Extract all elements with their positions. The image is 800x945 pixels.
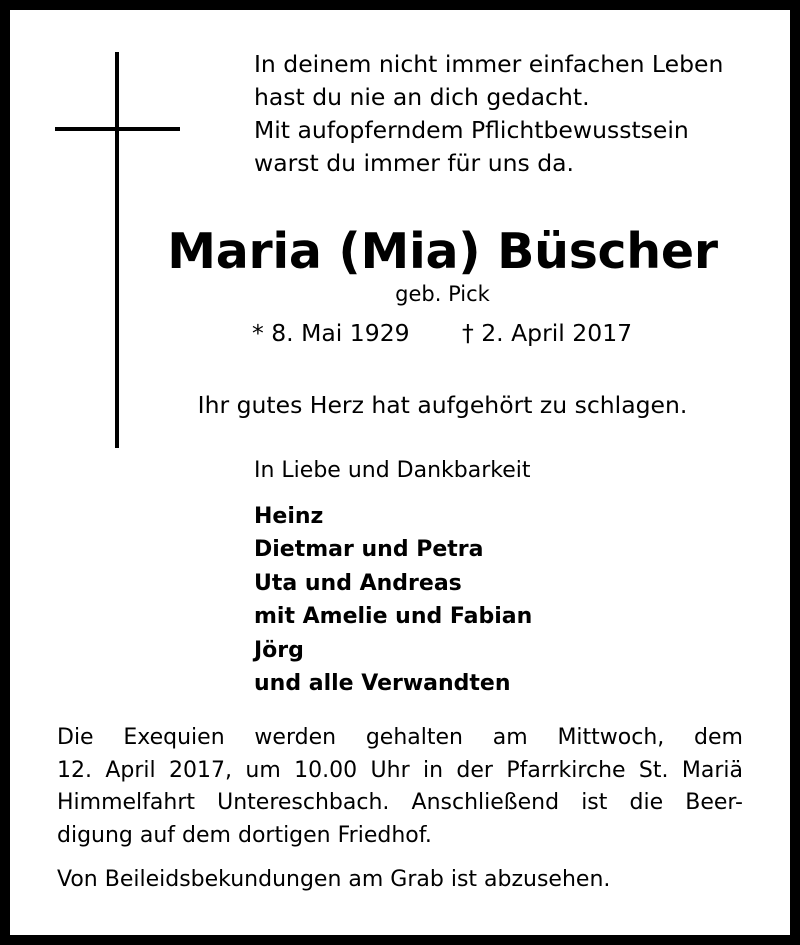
gratitude-line: In Liebe und Dankbarkeit <box>254 458 531 483</box>
poem-line: warst du immer für uns da. <box>254 149 574 177</box>
poem-line: Mit aufopferndem Pflichtbewusstsein <box>254 116 689 144</box>
cross-horizontal-bar <box>55 127 180 131</box>
mourner-entry: Uta und Andreas <box>254 570 462 596</box>
condolence-notice: Von Beileidsbekundungen am Grab ist abzusehen. <box>57 867 611 892</box>
heart-line: Ihr gutes Herz hat aufgehört zu schlagen. <box>197 391 688 419</box>
mourner-entry: Dietmar und Petra <box>254 537 484 563</box>
poem-line: In deinem nicht immer einfachen Leben <box>254 50 724 78</box>
notice-line: digung auf dem dortigen Friedhof. <box>57 822 432 848</box>
notice-line: Himmelfahrt Untereschbach. Anschließend ist die Beer- <box>57 790 743 815</box>
maiden-name: geb. Pick <box>395 282 490 306</box>
death-date: † 2. April 2017 <box>462 319 633 347</box>
mourners-list <box>254 500 532 700</box>
notice-line: Die Exequien werden gehalten am Mittwoch, dem <box>57 725 743 750</box>
mourner-entry: Heinz <box>254 504 324 529</box>
birth-date: * 8. Mai 1929 <box>252 319 410 347</box>
mourner-entry: Jörg <box>254 637 304 663</box>
memorial-poem <box>254 48 723 180</box>
notice-line: 12. April 2017, um 10.00 Uhr in der Pfarrkirche St. Mariä <box>57 757 743 783</box>
deceased-name: Maria (Mia) Büscher <box>167 223 718 280</box>
funeral-service-notice <box>57 722 743 852</box>
poem-line: hast du nie an dich gedacht. <box>254 83 590 111</box>
mourner-entry: und alle Verwandten <box>254 671 511 697</box>
mourner-entry: mit Amelie und Fabian <box>254 604 533 630</box>
